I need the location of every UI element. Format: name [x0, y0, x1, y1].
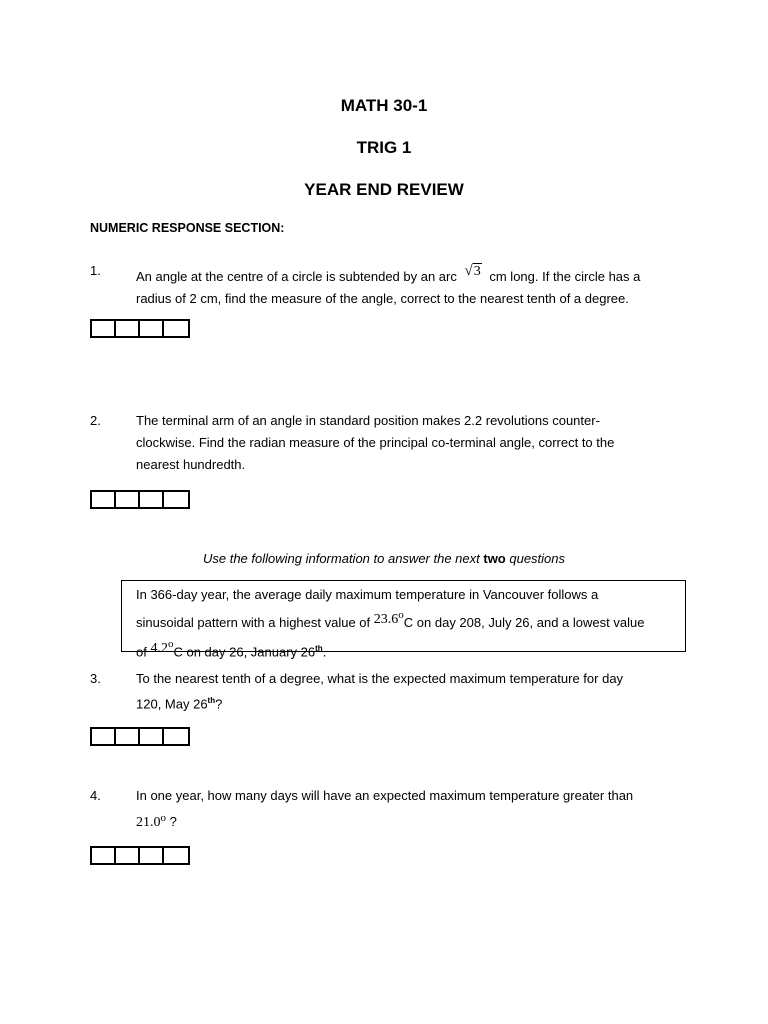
- unit-title: TRIG 1: [356, 138, 412, 157]
- answer-cell[interactable]: [92, 729, 116, 744]
- question-3-number: 3.: [90, 671, 101, 686]
- answer-cell[interactable]: [116, 848, 140, 863]
- info-text: [136, 582, 681, 665]
- question-4-text: [136, 785, 681, 834]
- section-title: NUMERIC RESPONSE SECTION:: [90, 221, 285, 235]
- answer-cell[interactable]: [140, 729, 164, 744]
- question-1-text: [136, 260, 681, 310]
- answer-cell[interactable]: [140, 492, 164, 507]
- question-2-line-3: nearest hundredth.: [136, 457, 246, 472]
- question-3-line-1: To the nearest tenth of a degree, what is the expected maximum temperature for day: [136, 671, 624, 686]
- answer-cell[interactable]: [116, 492, 140, 507]
- answer-cell[interactable]: [116, 729, 140, 744]
- question-4-number: 4.: [90, 788, 101, 803]
- question-3-text: [136, 668, 681, 715]
- answer-grid-4[interactable]: [90, 846, 190, 865]
- answer-grid-2[interactable]: [90, 490, 190, 509]
- answer-cell[interactable]: [92, 848, 116, 863]
- question-4-line-2: 21.0$^o$ ?: [136, 812, 177, 830]
- question-2-number: 2.: [90, 413, 101, 428]
- question-1-number: 1.: [90, 263, 101, 278]
- question-1-line-2: radius of 2 cm, find the measure of the angle, correct to the nearest tenth of a degree.: [136, 291, 629, 306]
- answer-cell[interactable]: [164, 729, 188, 744]
- question-2-text: [136, 410, 681, 476]
- answer-cell[interactable]: [92, 321, 116, 336]
- instruction-note: Use the following information to answer the next two questions: [202, 551, 566, 566]
- answer-cell[interactable]: [140, 321, 164, 336]
- question-2-line-2: clockwise. Find the radian measure of the principal co-terminal angle, correct to the: [136, 435, 615, 450]
- answer-cell[interactable]: [164, 848, 188, 863]
- info-line-2: sinusoidal pattern with a highest value of 23.6$^o$C on day 208, July 26, and a lowest value: [136, 609, 645, 630]
- high-temperature: 23.6$^o$: [373, 609, 404, 627]
- question-3-line-2: 120, May 26th?: [136, 696, 223, 712]
- answer-grid-1[interactable]: [90, 319, 190, 338]
- info-line-3: of 4.2$^o$C on day 26, January 26th.: [136, 638, 327, 660]
- question-2-line-1: The terminal arm of an angle in standard position makes 2.2 revolutions counter-: [136, 413, 600, 428]
- low-temperature: 4.2$^o$: [150, 638, 174, 657]
- review-title: YEAR END REVIEW: [304, 180, 464, 199]
- question-4-line-1: In one year, how many days will have an expected maximum temperature greater than: [136, 788, 634, 803]
- answer-cell[interactable]: [164, 492, 188, 507]
- answer-cell[interactable]: [116, 321, 140, 336]
- course-title: MATH 30-1: [340, 96, 428, 115]
- sqrt-expression: √3: [464, 263, 481, 279]
- threshold-temperature: 21.0$^o$: [136, 812, 166, 830]
- answer-cell[interactable]: [164, 321, 188, 336]
- info-line-1: In 366-day year, the average daily maximum temperature in Vancouver follows a: [136, 587, 599, 602]
- answer-cell[interactable]: [92, 492, 116, 507]
- question-1-line-1: An angle at the centre of a circle is subtended by an arc √3 cm long. If the circle has a: [136, 260, 681, 288]
- answer-grid-3[interactable]: [90, 727, 190, 746]
- answer-cell[interactable]: [140, 848, 164, 863]
